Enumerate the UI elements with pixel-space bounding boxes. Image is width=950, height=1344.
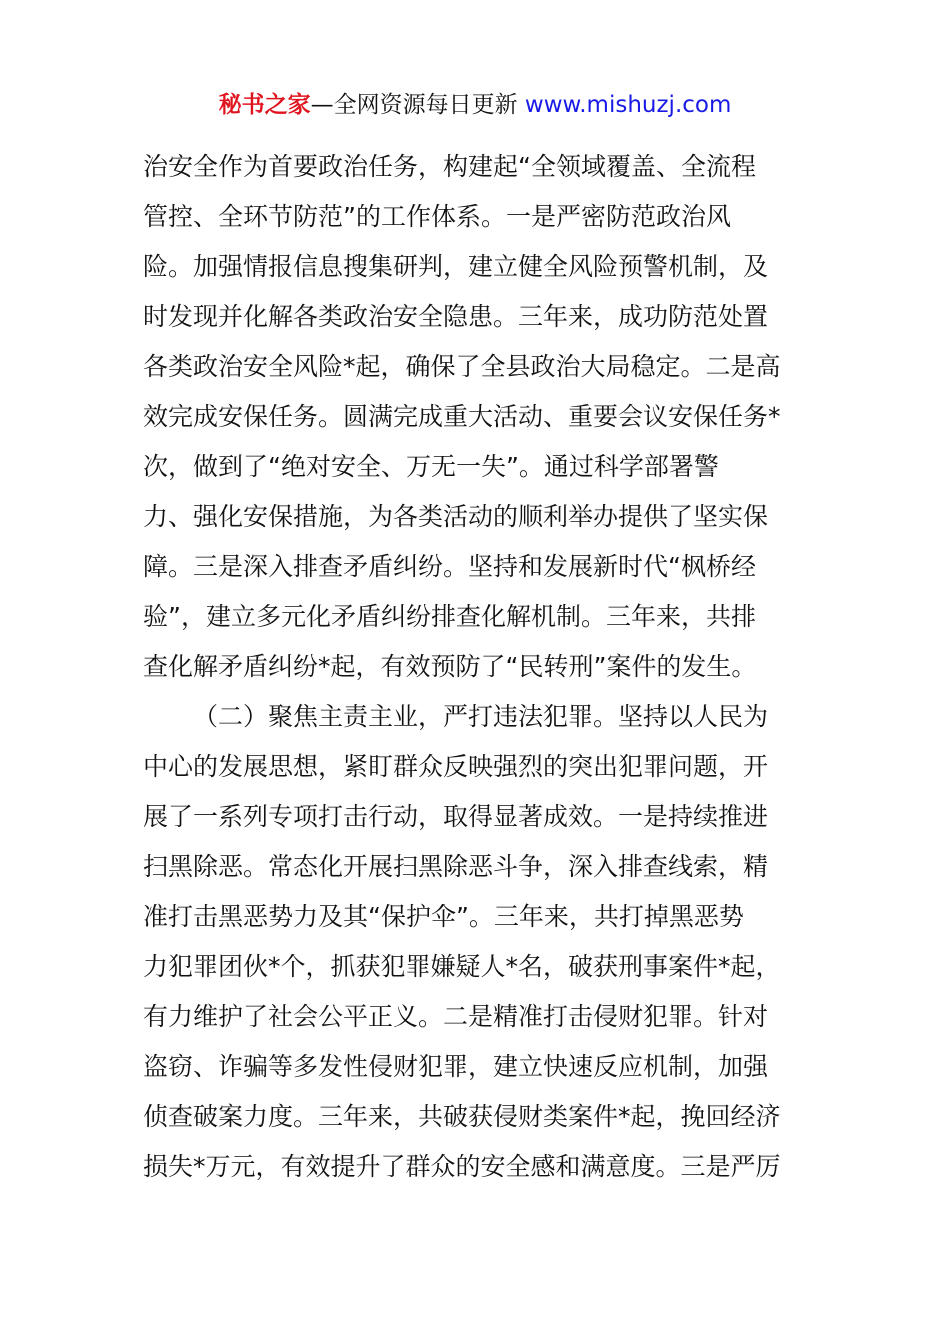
text-line: 验”，建立多元化矛盾纠纷排查化解机制。三年来，共排 bbox=[143, 602, 756, 631]
text-line: 效完成安保任务。圆满完成重大活动、重要会议安保任务* bbox=[143, 402, 781, 431]
text-line: 时发现并化解各类政治安全隐患。三年来，成功防范处置 bbox=[143, 302, 769, 331]
section-heading-line: （二）聚焦主责主业，严打违法犯罪。坚持以人民为 bbox=[193, 702, 769, 731]
page-header bbox=[0, 88, 950, 122]
text-line: 管控、全环节防范”的工作体系。一是严密防范政治风 bbox=[143, 202, 731, 231]
text-line: 中心的发展思想，紧盯群众反映强烈的突出犯罪问题，开 bbox=[143, 752, 769, 781]
text-line: 损失*万元，有效提升了群众的安全感和满意度。三是严厉 bbox=[143, 1152, 781, 1181]
text-line: 治安全作为首要政治任务，构建起“全领域覆盖、全流程 bbox=[143, 152, 756, 181]
text-line: 有力维护了社会公平正义。二是精准打击侵财犯罪。针对 bbox=[143, 1002, 769, 1031]
document-body bbox=[143, 142, 807, 1192]
text-line: 力、强化安保措施，为各类活动的顺利举办提供了坚实保 bbox=[143, 502, 769, 531]
text-line: 险。加强情报信息搜集研判，建立健全风险预警机制，及 bbox=[143, 252, 769, 281]
text-line: 侦查破案力度。三年来，共破获侵财类案件*起，挽回经济 bbox=[143, 1102, 781, 1131]
text-line: 各类政治安全风险*起，确保了全县政治大局稳定。二是高 bbox=[143, 352, 781, 381]
site-url[interactable]: www.mishuzj.com bbox=[524, 92, 732, 118]
text-line: 盗窃、诈骗等多发性侵财犯罪，建立快速反应机制，加强 bbox=[143, 1052, 769, 1081]
text-line: 扫黑除恶。常态化开展扫黑除恶斗争，深入排查线索，精 bbox=[143, 852, 769, 881]
text-line: 次，做到了“绝对安全、万无一失”。通过科学部署警 bbox=[143, 452, 719, 481]
text-line: 展了一系列专项打击行动，取得显著成效。一是持续推进 bbox=[143, 802, 769, 831]
site-brand: 秘书之家 bbox=[218, 92, 311, 118]
text-line: 准打击黑恶势力及其“保护伞”。三年来，共打掉黑恶势 bbox=[143, 902, 744, 931]
text-line: 障。三是深入排查矛盾纠纷。坚持和发展新时代“枫桥经 bbox=[143, 552, 756, 581]
site-tagline: —全网资源每日更新 bbox=[310, 92, 518, 118]
text-line: 查化解矛盾纠纷*起，有效预防了“民转刑”案件的发生。 bbox=[143, 652, 757, 681]
text-line: 力犯罪团伙*个，抓获犯罪嫌疑人*名，破获刑事案件*起， bbox=[143, 952, 781, 981]
